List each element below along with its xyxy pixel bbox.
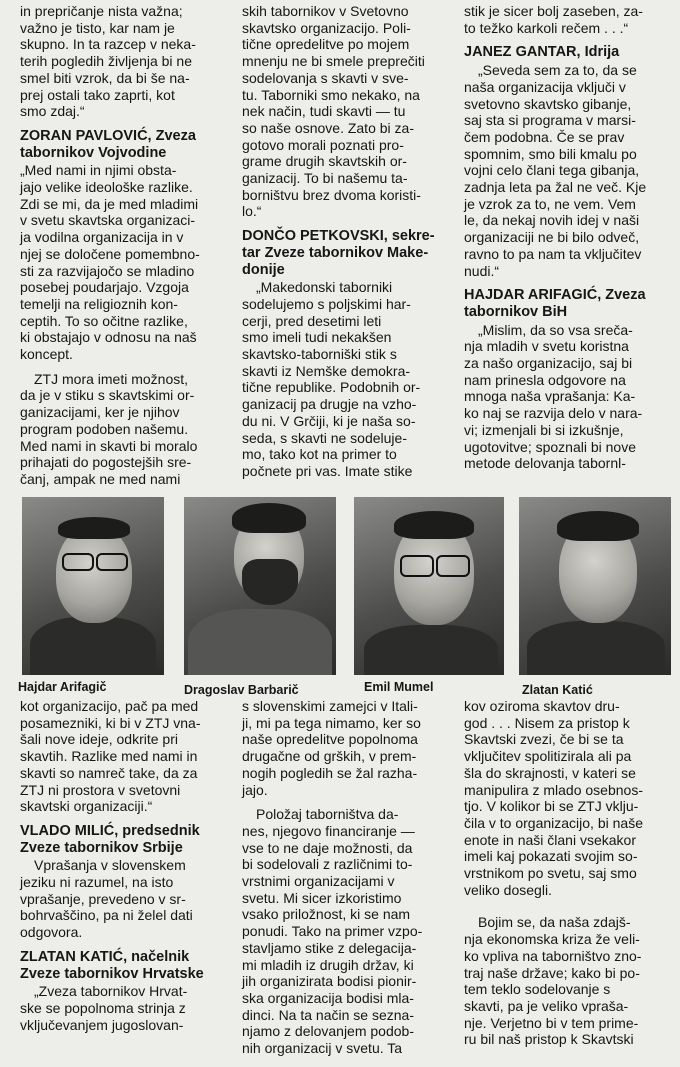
text-line: „Zveza tabornikov Hrvat-	[34, 983, 188, 1000]
text-line: cerji, pred desetimi leti	[242, 312, 382, 329]
text-line: mnoga naša vprašanja: Ka-	[464, 388, 636, 405]
text-line: organizaciji ne bi bilo odveč,	[464, 229, 640, 246]
photo-zlatan-katic	[519, 497, 671, 675]
text-line: spomnim, smo bili kmalu po	[464, 145, 637, 162]
text-line: ceptih. To so očitne razlike,	[20, 312, 188, 329]
photo-caption: Dragoslav Barbarič	[184, 683, 299, 697]
photo-hajdar-arifagic	[22, 497, 164, 675]
text-line: nam prinesla odgovore na	[464, 371, 626, 388]
text-line: skavtih. Razlike med nami in	[20, 748, 198, 765]
column-3-bottom	[464, 698, 670, 1048]
text-line: skavtsko-taborniški stik s	[242, 346, 397, 363]
text-line: čem podobna. Če se prav	[464, 128, 625, 145]
text-line: „Seveda sem za to, da se	[478, 62, 637, 79]
text-line: ska organizacija bodisi mla-	[242, 989, 414, 1006]
paragraph	[464, 698, 670, 898]
paragraph	[242, 698, 448, 798]
text-line: vojni celo člani tega gibanja,	[464, 162, 640, 179]
photo-dragoslav-barbaric	[184, 497, 336, 675]
text-line: za našo organizacijo, saj bi	[464, 355, 633, 372]
text-line: bi sodelovali z različnimi to-	[242, 856, 413, 873]
text-line: drugačne od grških, v prem-	[242, 748, 417, 765]
text-line: čanj, ampak ne med nami	[20, 470, 181, 487]
text-line: so naše osnove. Zato bi za-	[242, 119, 414, 136]
paragraph	[20, 698, 230, 815]
text-line: le, da nekaj novih idej v naši	[464, 212, 640, 229]
text-line: nogih pogledih se žal razha-	[242, 764, 418, 781]
text-line: ko naj se razvija delo v nara-	[464, 405, 643, 422]
text-line: njej se določene pomembno-	[20, 245, 200, 262]
text-line: nja ekonomska kriza že veli-	[464, 931, 640, 948]
paragraph	[20, 983, 230, 1033]
text-line: ji, mi pa tega nimamo, ker so	[242, 714, 421, 731]
text-line: jeziku ni razumel, na isto	[20, 874, 174, 891]
text-line: vsako priložnost, ki se nam	[242, 906, 411, 923]
text-line: jajo velike ideološke razlike.	[20, 179, 193, 196]
paragraph	[20, 371, 230, 488]
column-2-bottom	[242, 698, 448, 1057]
text-line: sodelujemo s poljskimi har-	[242, 295, 411, 312]
text-line: naše opredelitve popolnoma	[242, 731, 418, 748]
text-line: metode delovanja tabornl-	[464, 455, 626, 472]
text-line: sti za razvijajočo se mladino	[20, 262, 195, 279]
text-line: ja vodilna organizacija in v	[20, 229, 184, 246]
text-line: tične republike. Podobnih or-	[242, 379, 421, 396]
text-line: vključevanjem jugoslovan-	[20, 1016, 184, 1033]
text-line: „Makedonski taborniki	[256, 279, 393, 296]
text-line: temelji na religioznih kon-	[20, 295, 178, 312]
text-line: smel biti vzrok, da bi še na-	[20, 69, 190, 86]
speaker-heading-zoran-pavlovic: ZORAN PAVLOVIĆ, Zveza tabornikov Vojvodine	[20, 127, 196, 161]
column-2-top	[242, 3, 448, 480]
text-line: tem teklo sodelovanje s	[464, 981, 611, 998]
text-line: god . . . Nisem za pristop k	[464, 714, 630, 731]
text-line: ko vpliva na taborništvo zno-	[464, 947, 642, 964]
text-line: du ni. V Grčiji, ki je naša so-	[242, 412, 416, 429]
text-line: jih organizirata bodisi pionir-	[242, 973, 417, 990]
text-line: šali nove ideje, odkrite pri	[20, 731, 178, 748]
text-line: ZTJ ni prostora v svetovni	[20, 781, 181, 798]
text-line: gotovo morali poznati pro-	[242, 136, 404, 153]
text-line: ganizacij. To bi našemu ta-	[242, 170, 408, 187]
text-line: Vprašanja v slovenskem	[34, 857, 186, 874]
text-line: ganizacijami, ker je njihov	[20, 404, 180, 421]
text-line: vrstnimi organizacijami v	[242, 873, 395, 890]
column-3-top	[464, 3, 670, 472]
text-line: bohrvaščino, pa ni želel dati	[20, 907, 193, 924]
text-line: ru bil naš pristop k Skavtski	[464, 1031, 634, 1048]
text-line: skavti, pa je veliko vpraša-	[464, 997, 629, 1014]
text-line: s slovenskimi zamejci v Itali-	[242, 698, 418, 714]
text-line: enote in naši člani vsekakor	[464, 831, 636, 848]
text-line: naša organizacija vključi v	[464, 78, 626, 95]
text-line: stavljamo stike z delegacija-	[242, 939, 417, 956]
text-line: traj naše države; kako bi po-	[464, 964, 640, 981]
text-line: jajo.	[242, 781, 268, 798]
text-line: ske se popolnoma strinja z	[20, 999, 186, 1016]
text-line: ugotovitve; spoznali bi nove	[464, 438, 636, 455]
text-line: ZTJ mora imeti možnost,	[34, 370, 189, 387]
text-line: tične opredelitve po mojem	[242, 36, 410, 53]
photo-caption: Hajdar Arifagič	[18, 680, 107, 694]
text-line: Položaj taborništva da-	[256, 806, 399, 823]
paragraph	[242, 279, 448, 479]
text-line: stik je sicer bolj zaseben, za-	[464, 3, 643, 19]
speaker-heading-hajdar-arifagic: HAJDAR ARIFAGIĆ, Zveza tabornikov BiH	[464, 287, 646, 320]
text-line: to težko karkoli rečem . . .“	[464, 19, 629, 36]
text-line: vključitev spolitizirala ali pa	[464, 748, 632, 765]
text-line: svetu. Mi sicer izkoristimo	[242, 889, 402, 906]
text-line: njamo z delovanjem podob-	[242, 1023, 414, 1040]
text-line: skavti iz Nemške demokra-	[242, 362, 411, 379]
text-line: v svetu skavtska organizaci-	[20, 212, 196, 229]
text-line: manipulira z mlado osebnos-	[464, 781, 643, 798]
photo-caption: Emil Mumel	[364, 680, 434, 694]
text-line: odgovora.	[20, 924, 83, 941]
text-line: skih tabornikov v Svetovno	[242, 3, 409, 19]
text-line: posebej poudarjajo. Vzgoja	[20, 279, 189, 296]
text-line: vse to ne daje možnosti, da	[242, 839, 413, 856]
text-line: skavtsko organizacijo. Poli-	[242, 19, 411, 36]
text-line: in prepričanje nista važna;	[20, 3, 183, 19]
paragraph	[464, 62, 670, 279]
text-line: mnenju ne bi smele preprečiti	[242, 53, 425, 70]
text-line: Zdi se mi, da je med mladimi	[20, 195, 199, 212]
text-line: vrstnikom po svetu, saj smo	[464, 865, 637, 882]
text-line: borništvu brez dvoma koristi-	[242, 186, 421, 203]
text-line: vprašanje, prevedeno v sr-	[20, 890, 186, 907]
text-line: terih pogledih življenja bi ne	[20, 53, 192, 70]
text-line: veliko dosegli.	[464, 881, 552, 898]
paragraph	[20, 162, 230, 362]
text-line: nja mladih v svetu koristna	[464, 338, 629, 355]
text-line: Med nami in skavti bi moralo	[20, 437, 198, 454]
text-line: čila v to organizacijo, bi naše	[464, 814, 643, 831]
text-line: posamezniki, ki bi v ZTJ vna-	[20, 714, 201, 731]
speaker-heading-zlatan-katic: ZLATAN KATIĆ, načelnik Zveze tabornikov Hrvatske	[20, 948, 204, 982]
paragraph	[242, 3, 448, 220]
text-line: da je v stiku s skavtskimi or-	[20, 387, 195, 404]
text-line: smo zdaj.“	[20, 103, 85, 120]
text-line: imeli kaj pokazati svojim so-	[464, 848, 638, 865]
text-line: nudi.“	[464, 262, 500, 279]
text-line: tu. Taborniki smo nekako, na	[242, 86, 420, 103]
text-line: mo, tako kot na primer to	[242, 446, 397, 463]
text-line: koncept.	[20, 346, 73, 363]
text-line: sodelovanja s skavti v sve-	[242, 69, 409, 86]
text-line: nes, njegovo financiranje —	[242, 822, 415, 839]
photo-caption: Zlatan Katić	[522, 683, 593, 697]
paragraph	[20, 857, 230, 941]
text-line: važno je tisto, kar nam je	[20, 19, 175, 36]
paragraph	[464, 914, 670, 1048]
text-line: prihajati do pogostejših sre-	[20, 454, 192, 471]
text-line: vi; izmenjali bi si izkušnje,	[464, 421, 624, 438]
text-line: Bojim se, da naša zdajš-	[478, 914, 631, 931]
text-line: ganizacij pa drugje na vzho-	[242, 396, 417, 413]
text-line: „Mislim, da so vsa sreča-	[478, 321, 633, 338]
text-line: tjo. V kolikor bi se ZTJ vklju-	[464, 798, 639, 815]
paragraph	[242, 806, 448, 1057]
text-line: šla do skrajnosti, v kateri se	[464, 764, 636, 781]
text-line: lo.“	[242, 203, 262, 220]
speaker-heading-janez-gantar: JANEZ GANTAR, Idrija	[464, 44, 620, 61]
text-line: smo imeli tudi nekakšen	[242, 329, 392, 346]
text-line: seda, s skavti ne sodeluje-	[242, 429, 407, 446]
text-line: nih organizacij v svetu. Ta	[242, 1040, 403, 1057]
text-line: ravno to pa nam ta vključitev	[464, 245, 642, 262]
text-line: je vzrok za to, ne vem. Vem	[464, 195, 636, 212]
text-line: kot organizacijo, pač pa med	[20, 698, 199, 714]
paragraph	[464, 322, 670, 472]
text-line: prej ostali tako zaprti, kot	[20, 86, 175, 103]
text-line: zadnja leta pa žal ne več. Kje	[464, 179, 647, 196]
text-line: dinci. Na ta način se sezna-	[242, 1006, 414, 1023]
text-line: ponudi. Tako na primer vzpo-	[242, 923, 423, 940]
text-line: mi mladih iz drugih držav, ki	[242, 956, 414, 973]
text-line: nje. Verjetno bi v tem prime-	[464, 1014, 639, 1031]
text-line: „Med nami in njimi obsta-	[20, 162, 177, 179]
lead-paragraph	[20, 3, 230, 120]
photo-emil-mumel	[354, 497, 504, 675]
text-line: počnete pri vas. Imate stike	[242, 462, 413, 479]
text-line: skupno. In ta razcep v neka-	[20, 36, 196, 53]
text-line: skavti so namreč take, da za	[20, 764, 198, 781]
text-line: ki obstajajo v odnosu na naš	[20, 329, 197, 346]
speaker-heading-donco-petkovski: DONČO PETKOVSKI, sekre- tar Zveze tabornikov Make- donije	[242, 228, 435, 278]
text-line: grame drugih skavtskih or-	[242, 153, 407, 170]
text-line: skavtski organizaciji.“	[20, 798, 153, 815]
speaker-heading-vlado-milic: VLADO MILIĆ, predsednik Zveze tabornikov Srbije	[20, 822, 200, 856]
text-line: kov oziroma skavtov dru-	[464, 698, 620, 714]
text-line: Skavtski zvezi, če bi se ta	[464, 731, 624, 748]
text-line: saj sta si programa v marsi-	[464, 112, 636, 129]
text-line: nek način, tudi skavti — tu	[242, 103, 406, 120]
lead-paragraph	[464, 3, 670, 36]
text-line: svetovno skavtsko gibanje,	[464, 95, 632, 112]
column-1-bottom	[20, 698, 230, 1033]
column-1-top	[20, 3, 230, 488]
text-line: program podoben našemu.	[20, 420, 189, 437]
